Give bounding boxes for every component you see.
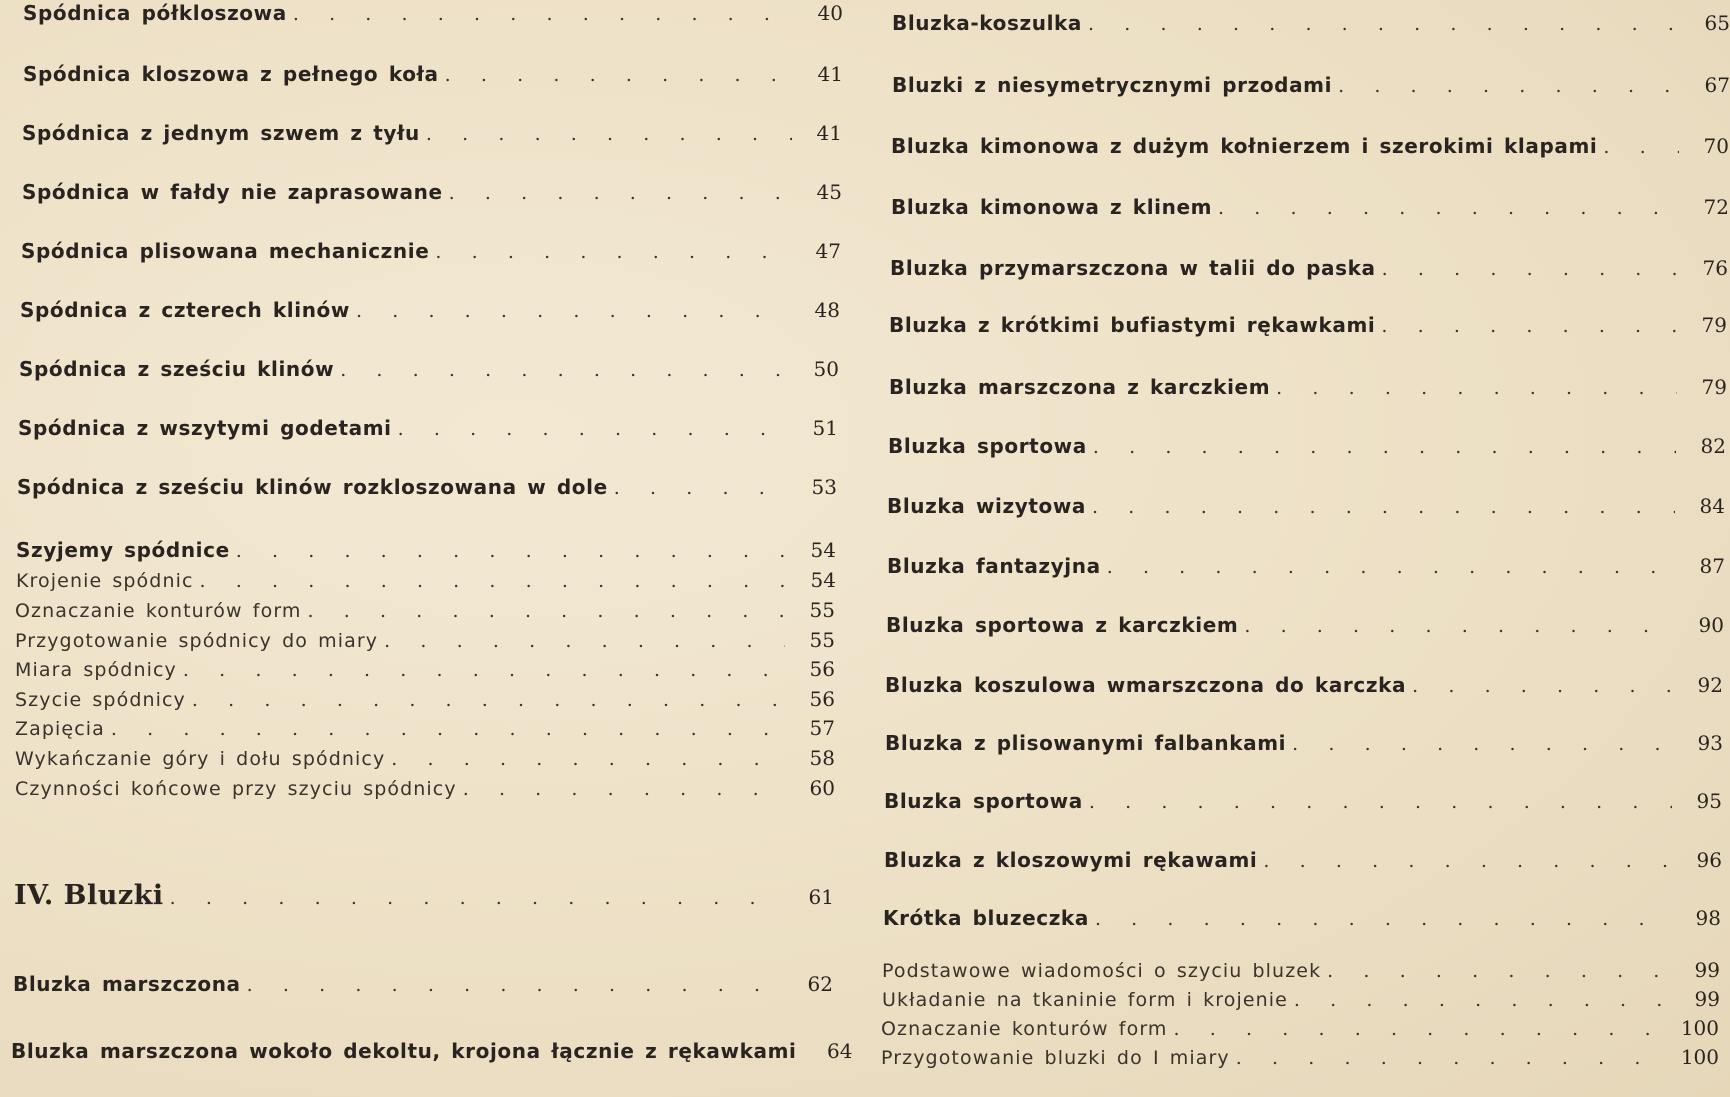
- entry-page: 56: [809, 657, 835, 681]
- entry-page: 41: [817, 62, 843, 86]
- toc-subentry[interactable]: [881, 1045, 1719, 1069]
- toc-entry[interactable]: [13, 972, 833, 996]
- dot-leader: [1327, 960, 1670, 982]
- toc-entry[interactable]: [892, 73, 1730, 97]
- entry-title: Bluzka sportowa: [888, 434, 1087, 458]
- entry-page: 53: [811, 475, 837, 499]
- toc-subentry[interactable]: [881, 1016, 1719, 1040]
- entry-page: 100: [1680, 1045, 1719, 1069]
- entry-title: Krótka bluzeczka: [883, 906, 1089, 930]
- toc-entry[interactable]: [11, 1039, 853, 1063]
- entry-title: Bluzka wizytowa: [887, 494, 1087, 518]
- entry-title: Spódnica z sześciu klinów: [19, 357, 335, 381]
- dot-leader: [1174, 1018, 1669, 1040]
- entry-page: 65: [1704, 11, 1730, 35]
- dot-leader: [1381, 315, 1677, 337]
- entry-page: 87: [1699, 554, 1725, 578]
- dot-leader: [200, 570, 786, 592]
- toc-entry[interactable]: [891, 134, 1729, 158]
- toc-entry[interactable]: [887, 554, 1725, 578]
- toc-entry[interactable]: [884, 848, 1722, 872]
- entry-page: 95: [1696, 789, 1722, 813]
- entry-page: 56: [809, 687, 835, 711]
- entry-title: Spódnica w fałdy nie zaprasowane: [22, 180, 443, 204]
- entry-page: 67: [1704, 73, 1730, 97]
- toc-entry[interactable]: [23, 1, 843, 25]
- dot-leader: [1218, 197, 1679, 219]
- entry-title: Bluzka sportowa: [884, 789, 1083, 813]
- toc-entry[interactable]: [885, 731, 1723, 755]
- entry-page: 79: [1701, 313, 1727, 337]
- entry-page: 64: [827, 1039, 853, 1063]
- entry-title: Spódnica półkloszowa: [23, 1, 287, 25]
- toc-entry[interactable]: [883, 906, 1721, 930]
- dot-leader: [463, 778, 785, 800]
- entry-page: 99: [1694, 987, 1720, 1011]
- entry-title: Bluzka marszczona: [13, 972, 241, 996]
- entry-title: Bluzka przymarszczona w talii do paska: [890, 256, 1376, 280]
- entry-title: Bluzka fantazyjna: [887, 554, 1101, 578]
- entry-page: 60: [809, 776, 835, 800]
- dot-leader: [111, 718, 785, 740]
- dot-leader: [435, 241, 791, 263]
- entry-title: Bluzka marszczona wokoło dekoltu, krojona łącznie z rękawkami: [11, 1039, 797, 1063]
- entry-page: 76: [1702, 256, 1728, 280]
- entry-title: Wykańczanie góry i dołu spódnicy: [15, 748, 386, 770]
- dot-leader: [391, 748, 785, 770]
- dot-leader: [183, 659, 785, 681]
- entry-title: Podstawowe wiadomości o szyciu bluzek: [882, 960, 1322, 982]
- toc-subentry[interactable]: [882, 958, 1720, 982]
- dot-leader: [170, 887, 784, 909]
- entry-page: 84: [1699, 494, 1725, 518]
- toc-subentry[interactable]: [15, 628, 835, 652]
- dot-leader: [1093, 436, 1676, 458]
- dot-leader: [340, 359, 789, 381]
- toc-entry[interactable]: [884, 789, 1722, 813]
- dot-leader: [236, 540, 786, 562]
- toc-subentry[interactable]: [15, 598, 835, 622]
- entry-title: Bluzka kimonowa z dużym kołnierzem i szerokimi klapami: [891, 134, 1598, 158]
- entry-title: Spódnica z sześciu klinów rozkloszowana w dole: [17, 475, 608, 499]
- entry-page: 48: [814, 298, 840, 322]
- toc-entry[interactable]: [23, 62, 843, 86]
- dot-leader: [384, 630, 785, 652]
- entry-title: Przygotowanie spódnicy do miary: [15, 630, 379, 652]
- dot-leader: [1603, 136, 1679, 158]
- entry-title: Spódnica z wszytymi godetami: [18, 416, 392, 440]
- toc-subentry[interactable]: [16, 568, 836, 592]
- dot-leader: [1095, 908, 1671, 930]
- toc-entry[interactable]: [888, 434, 1726, 458]
- toc-entry[interactable]: [885, 673, 1723, 697]
- entry-page: 61: [808, 885, 834, 909]
- entry-page: 45: [816, 180, 842, 204]
- entry-page: 93: [1697, 731, 1723, 755]
- toc-subentry[interactable]: [15, 657, 835, 681]
- toc-entry[interactable]: [889, 313, 1727, 337]
- entry-title: Spódnica plisowana mechanicznie: [21, 239, 430, 263]
- dot-leader: [192, 689, 785, 711]
- dot-leader: [308, 600, 785, 622]
- toc-entry[interactable]: [17, 475, 837, 499]
- toc-entry[interactable]: [892, 11, 1730, 35]
- entry-title: IV. Bluzki: [14, 880, 164, 911]
- dot-leader: [398, 418, 788, 440]
- dot-leader: [1236, 1047, 1669, 1069]
- entry-page: 98: [1695, 906, 1721, 930]
- dot-leader: [1338, 75, 1680, 97]
- dot-leader: [247, 974, 783, 996]
- dot-leader: [445, 64, 793, 86]
- toc-entry[interactable]: [886, 613, 1724, 637]
- entry-page: 62: [807, 972, 833, 996]
- entry-page: 100: [1680, 1016, 1719, 1040]
- entry-page: 50: [813, 357, 839, 381]
- toc-entry[interactable]: [20, 298, 840, 322]
- dot-leader: [426, 123, 792, 145]
- toc-entry[interactable]: [891, 195, 1729, 219]
- entry-title: Bluzka z plisowanymi falbankami: [885, 731, 1287, 755]
- dot-leader: [1089, 791, 1672, 813]
- entry-page: 72: [1703, 195, 1729, 219]
- toc-entry[interactable]: [889, 375, 1727, 399]
- chapter-heading[interactable]: [14, 880, 834, 911]
- toc-subentry[interactable]: [15, 716, 835, 740]
- toc-entry[interactable]: [16, 538, 836, 562]
- entry-title: Czynności końcowe przy szyciu spódnicy: [15, 778, 457, 800]
- toc-entry[interactable]: [19, 357, 839, 381]
- dot-leader: [1263, 850, 1672, 872]
- dot-leader: [614, 477, 787, 499]
- entry-page: 90: [1698, 613, 1724, 637]
- dot-leader: [449, 182, 792, 204]
- entry-title: Oznaczanie konturów form: [15, 600, 302, 622]
- dot-leader: [1412, 675, 1673, 697]
- entry-page: 55: [809, 628, 835, 652]
- entry-title: Bluzki z niesymetrycznymi przodami: [892, 73, 1333, 97]
- entry-title: Spódnica z jednym szwem z tyłu: [22, 121, 420, 145]
- entry-title: Układanie na tkaninie form i krojenie: [882, 989, 1288, 1011]
- entry-page: 82: [1700, 434, 1726, 458]
- toc-entry[interactable]: [22, 121, 842, 145]
- dot-leader: [356, 300, 790, 322]
- entry-page: 54: [810, 568, 836, 592]
- entry-title: Krojenie spódnic: [16, 570, 194, 592]
- entry-title: Szycie spódnicy: [15, 689, 186, 711]
- entry-title: Bluzka koszulowa wmarszczona do karczka: [885, 673, 1407, 697]
- entry-page: 96: [1696, 848, 1722, 872]
- dot-leader: [1107, 556, 1675, 578]
- entry-title: Zapięcia: [15, 718, 105, 740]
- toc-entry[interactable]: [18, 416, 838, 440]
- entry-title: Szyjemy spódnice: [16, 538, 230, 562]
- entry-page: 57: [809, 716, 835, 740]
- entry-title: Bluzka z krótkimi bufiastymi rękawkami: [889, 313, 1376, 337]
- entry-page: 55: [809, 598, 835, 622]
- toc-subentry[interactable]: [15, 746, 835, 770]
- dot-leader: [293, 3, 793, 25]
- toc-entry[interactable]: [21, 239, 841, 263]
- entry-title: Bluzka marszczona z karczkiem: [889, 375, 1271, 399]
- dot-leader: [1244, 615, 1674, 637]
- entry-page: 70: [1703, 134, 1729, 158]
- entry-page: 58: [809, 746, 835, 770]
- entry-title: Oznaczanie konturów form: [881, 1018, 1168, 1040]
- entry-title: Spódnica kloszowa z pełnego koła: [23, 62, 439, 86]
- entry-page: 47: [815, 239, 841, 263]
- entry-page: 79: [1701, 375, 1727, 399]
- dot-leader: [1382, 258, 1678, 280]
- toc-subentry[interactable]: [15, 776, 835, 800]
- entry-title: Bluzka-koszulka: [892, 11, 1083, 35]
- entry-page: 54: [810, 538, 836, 562]
- dot-leader: [1294, 989, 1670, 1011]
- entry-title: Bluzka kimonowa z klinem: [891, 195, 1213, 219]
- entry-page: 41: [816, 121, 842, 145]
- toc-entry[interactable]: [890, 256, 1728, 280]
- dot-leader: [1292, 733, 1673, 755]
- entry-title: Spódnica z czterech klinów: [20, 298, 350, 322]
- dot-leader: [1092, 496, 1675, 518]
- entry-page: 92: [1697, 673, 1723, 697]
- entry-page: 99: [1694, 958, 1720, 982]
- dot-leader: [1276, 377, 1677, 399]
- toc-entry[interactable]: [22, 180, 842, 204]
- entry-title: Bluzka z kloszowymi rękawami: [884, 848, 1258, 872]
- entry-title: Przygotowanie bluzki do I miary: [881, 1047, 1230, 1069]
- toc-subentry[interactable]: [15, 687, 835, 711]
- entry-title: Bluzka sportowa z karczkiem: [886, 613, 1239, 637]
- toc-subentry[interactable]: [882, 987, 1720, 1011]
- entry-page: 51: [812, 416, 838, 440]
- entry-title: Miara spódnicy: [15, 659, 177, 681]
- entry-page: 40: [817, 1, 843, 25]
- dot-leader: [1088, 13, 1680, 35]
- toc-entry[interactable]: [887, 494, 1725, 518]
